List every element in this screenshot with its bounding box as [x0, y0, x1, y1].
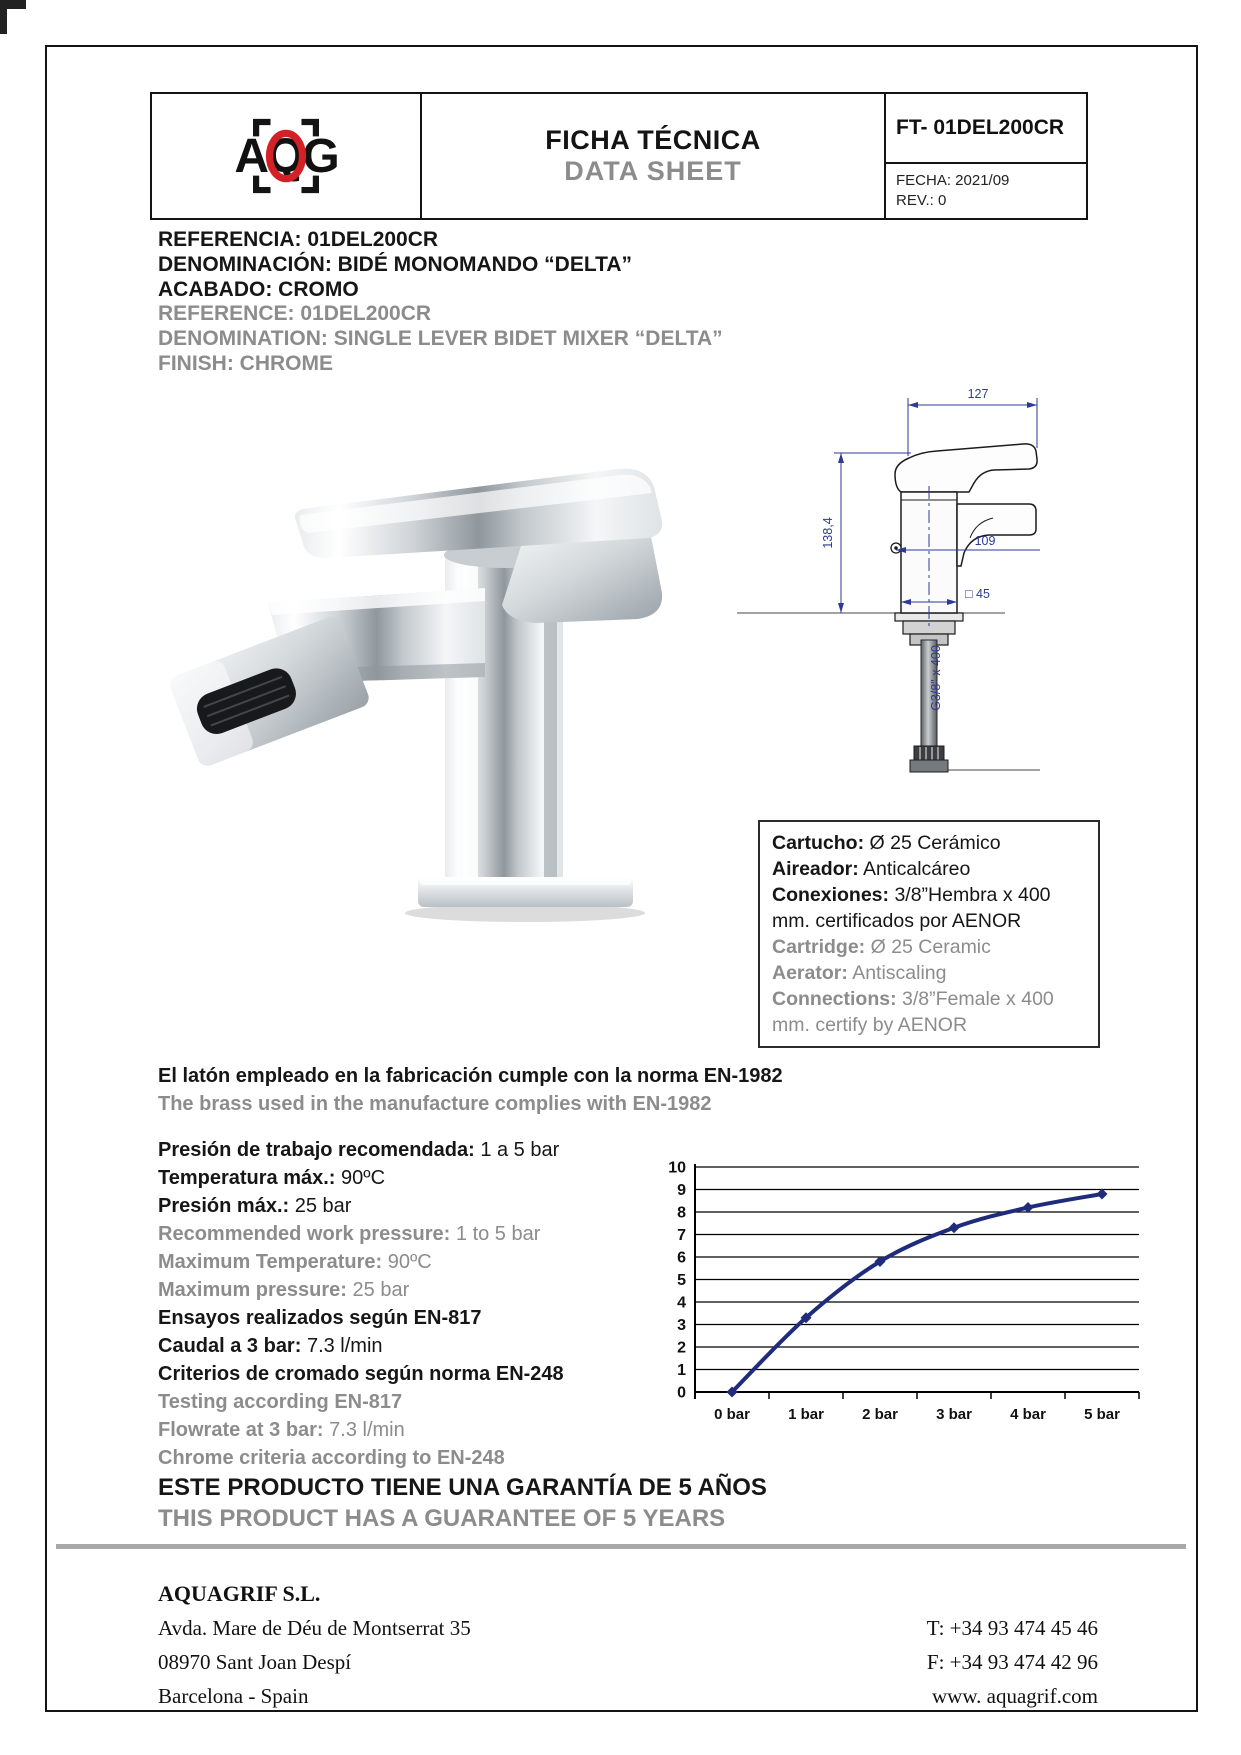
flowrate-es: Caudal a 3 bar: 7.3 l/min	[158, 1335, 383, 1357]
reference-line: REFERENCE: 01DEL200CR	[158, 302, 432, 326]
drawing-spout	[957, 504, 1036, 566]
testing-norm-es: Ensayos realizados según EN-817	[158, 1307, 482, 1329]
doc-title: FICHA TÉCNICA	[545, 125, 761, 155]
dim-109-label: 109	[974, 534, 996, 548]
warranty-es: ESTE PRODUCTO TIENE UNA GARANTÍA DE 5 AÑOS	[158, 1474, 767, 1501]
max-temp-en: Maximum Temperature: 90ºC	[158, 1251, 432, 1273]
testing-norm-en: Testing according EN-817	[158, 1391, 403, 1413]
doc-date: FECHA: 2021/09	[896, 172, 1010, 189]
svg-text:6: 6	[677, 1249, 686, 1267]
mounting-nut	[903, 621, 955, 634]
flow-chart	[608, 1150, 1163, 1442]
chrome-criteria-es: Criterios de cromado según norma EN-248	[158, 1363, 564, 1385]
spec-aerator: Aerator: Antiscaling	[772, 962, 947, 984]
doc-code: FT- 01DEL200CR	[886, 94, 1086, 164]
footer-contact-block	[780, 1611, 1098, 1713]
spec-conexiones: Conexiones: 3/8”Hembra x 400 mm. certificados por AENOR	[772, 884, 1051, 932]
brass-note-en: The brass used in the manufacture complies with EN-1982	[158, 1093, 712, 1115]
scan-artifact	[0, 0, 7, 34]
work-pressure-en: Recommended work pressure: 1 to 5 bar	[158, 1223, 541, 1245]
dim-connection-label: G3/8" x 400	[929, 645, 943, 711]
spec-aireador: Aireador: Anticalcáreo	[772, 858, 971, 880]
warranty-en: THIS PRODUCT HAS A GUARANTEE OF 5 YEARS	[158, 1505, 726, 1532]
chrome-criteria-en: Chrome criteria according to EN-248	[158, 1447, 505, 1469]
brass-note	[158, 1062, 783, 1118]
testing-specs	[158, 1304, 564, 1472]
doc-revision: REV.: 0	[896, 192, 947, 209]
footer-phone: T: +34 93 474 45 46	[926, 1616, 1098, 1640]
footer-fax: F: +34 93 474 42 96	[926, 1650, 1098, 1674]
header-table	[150, 92, 1088, 220]
spec-cartucho: Cartucho: Ø 25 Cerámico	[772, 832, 1001, 854]
svg-text:4: 4	[677, 1294, 686, 1312]
svg-text:1 bar: 1 bar	[788, 1406, 824, 1423]
hose-fitting	[914, 746, 944, 761]
acabado-line: ACABADO: CROMO	[158, 277, 359, 301]
max-temp-es: Temperatura máx.: 90ºC	[158, 1167, 386, 1189]
warranty-block	[158, 1472, 767, 1534]
referencia-line: REFERENCIA: 01DEL200CR	[158, 228, 439, 251]
faucet-spout	[167, 614, 371, 769]
svg-text:0 bar: 0 bar	[714, 1406, 750, 1423]
svg-text:3: 3	[677, 1317, 686, 1334]
svg-text:9: 9	[677, 1182, 686, 1199]
svg-text:4 bar: 4 bar	[1010, 1406, 1046, 1423]
denominacion-line: DENOMINACIÓN: BIDÉ MONOMANDO “DELTA”	[158, 252, 633, 276]
work-pressure-es: Presión de trabajo recomendada: 1 a 5 bar	[158, 1139, 560, 1161]
dim-127-label: 127	[967, 387, 989, 401]
svg-text:2: 2	[677, 1339, 686, 1357]
footer-company-block	[158, 1577, 471, 1713]
doc-subtitle: DATA SHEET	[564, 156, 742, 186]
drawing-handle	[895, 444, 1037, 492]
reference-block	[158, 228, 723, 377]
max-pressure-en: Maximum pressure: 25 bar	[158, 1279, 410, 1301]
footer-address-line: Barcelona - Spain	[158, 1684, 309, 1708]
finish-line: FINISH: CHROME	[158, 351, 333, 375]
svg-text:2 bar: 2 bar	[862, 1406, 898, 1423]
header-right-cell	[886, 94, 1086, 218]
dim-45-label: □ 45	[965, 587, 990, 601]
dim-138-label: 138,4	[821, 517, 835, 549]
product-photo	[150, 425, 665, 935]
svg-text:10: 10	[668, 1159, 686, 1177]
svg-text:7: 7	[677, 1227, 686, 1244]
svg-text:0: 0	[677, 1384, 686, 1402]
spec-cartridge: Cartridge: Ø 25 Ceramic	[772, 936, 991, 958]
footer-divider	[56, 1544, 1186, 1549]
svg-text:5: 5	[677, 1272, 686, 1289]
hose-nut	[910, 760, 948, 772]
logo-ring-icon	[253, 118, 319, 194]
spec-connections: Connections: 3/8”Female x 400 mm. certify by AENOR	[772, 988, 1054, 1036]
footer-company: AQUAGRIF S.L.	[158, 1581, 321, 1606]
svg-text:8: 8	[677, 1204, 686, 1222]
max-pressure-es: Presión máx.: 25 bar	[158, 1195, 352, 1217]
brass-note-es: El latón empleado en la fabricación cumple con la norma EN-1982	[158, 1065, 783, 1087]
doc-meta	[886, 164, 1086, 218]
specs-box	[758, 820, 1100, 1048]
svg-text:1: 1	[677, 1362, 686, 1379]
header-title-cell	[422, 94, 886, 218]
footer-address-line: Avda. Mare de Déu de Montserrat 35	[158, 1616, 471, 1640]
logo-text: AQG	[234, 129, 338, 183]
technical-drawing	[735, 358, 1047, 790]
pressure-specs	[158, 1136, 559, 1304]
svg-text:5 bar: 5 bar	[1084, 1406, 1120, 1423]
svg-text:3 bar: 3 bar	[936, 1406, 972, 1423]
aqg-logo	[152, 94, 422, 218]
flowrate-en: Flowrate at 3 bar: 7.3 l/min	[158, 1419, 405, 1441]
footer-address-line: 08970 Sant Joan Despí	[158, 1650, 352, 1674]
denomination-line: DENOMINATION: SINGLE LEVER BIDET MIXER “DELTA”	[158, 327, 723, 351]
footer-website: www. aquagrif.com	[931, 1684, 1098, 1708]
